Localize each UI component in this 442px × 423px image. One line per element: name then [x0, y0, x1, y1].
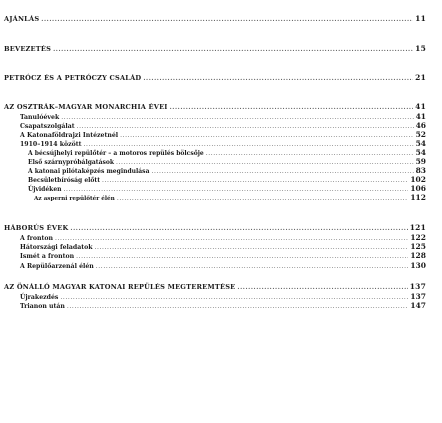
- toc-entry-title: A Katonaföldrajzi Intézetnél: [20, 132, 119, 139]
- toc-entry-page: 41: [415, 102, 426, 111]
- dot-leader: [60, 295, 408, 301]
- dot-leader: [96, 264, 409, 270]
- toc-entry-title: Az asperni repülőtér élén: [34, 196, 115, 202]
- dot-leader: [206, 151, 414, 157]
- toc-entry-page: 15: [415, 44, 426, 53]
- toc-entry-page: 147: [410, 301, 426, 310]
- dot-leader: [61, 115, 413, 121]
- toc-entry-page: 46: [415, 121, 426, 130]
- toc-entry-title: Újvidéken: [28, 186, 62, 193]
- dot-leader: [76, 254, 408, 260]
- toc-entry-title: Trianon után: [20, 303, 65, 310]
- toc-entry-title: Ismét a fronton: [20, 253, 75, 260]
- toc-entry-page: 112: [410, 193, 426, 202]
- toc-entry-becsujhely: [28, 149, 426, 157]
- toc-entry-title: Csapatszolgálat: [20, 123, 75, 130]
- toc-entry-page: 137: [409, 282, 426, 291]
- dot-leader: [95, 245, 409, 251]
- toc-entry-katonafoldrajzi: [20, 131, 426, 139]
- toc-entry-title: A bécsújhelyi repülőtér – a motoros repülés bölcsője: [28, 150, 204, 157]
- toc-entry-tanuloevek: [20, 113, 426, 121]
- toc-entry-haborus-evek: [4, 224, 426, 232]
- dot-leader: [102, 178, 408, 184]
- dot-leader: [117, 196, 409, 202]
- toc-entry-page: 83: [415, 166, 426, 175]
- toc-entry-page: 59: [415, 157, 426, 166]
- toc-entry-trianon-utan: [20, 302, 426, 310]
- dot-leader: [64, 187, 409, 193]
- dot-leader: [53, 47, 413, 53]
- toc-entry-pilotakepzes: [28, 167, 426, 175]
- dot-leader: [67, 304, 408, 310]
- dot-leader: [151, 169, 413, 175]
- toc-entry-title: HÁBORÚS ÉVEK: [4, 224, 69, 232]
- toc-entry-title: BEVEZETÉS: [4, 45, 52, 53]
- dot-leader: [143, 76, 413, 82]
- toc-entry-title: A katonai pilótaképzés megindulása: [28, 168, 150, 175]
- dot-leader: [120, 133, 413, 139]
- dot-leader: [83, 142, 413, 148]
- toc-entry-page: 122: [410, 233, 426, 242]
- toc-entry-title: Hátországi feladatok: [20, 244, 93, 251]
- toc-entry-a-fronton: [20, 234, 426, 242]
- toc-entry-title: AZ OSZTRÁK–MAGYAR MONARCHIA ÉVEI: [4, 103, 168, 111]
- toc-entry-title: Első szárnypróbálgatások: [28, 159, 115, 166]
- toc-entry-ajanlas: [4, 15, 426, 23]
- toc-entry-title: Tanulóévek: [20, 114, 60, 121]
- toc-entry-szarnyprobalgatasok: [28, 158, 426, 166]
- toc-entry-page: 128: [410, 251, 426, 260]
- toc-entry-page: 137: [410, 292, 426, 301]
- dot-leader: [77, 124, 414, 130]
- toc-entry-page: 106: [410, 184, 426, 193]
- toc-entry-monarchia: [4, 103, 426, 111]
- dot-leader: [55, 236, 408, 242]
- toc-entry-title: 1910–1914 között: [20, 141, 82, 148]
- toc-entry-page: 41: [415, 112, 426, 121]
- toc-entry-page: 54: [415, 148, 426, 157]
- toc-entry-page: 54: [415, 139, 426, 148]
- toc-entry-bevezetes: [4, 45, 426, 53]
- toc-entry-ujrakezdes: [20, 293, 426, 301]
- toc-entry-page: 121: [409, 223, 426, 232]
- toc-entry-page: 125: [410, 242, 426, 251]
- dot-leader: [170, 105, 414, 111]
- toc-entry-title: AJÁNLÁS: [4, 15, 40, 23]
- toc-entry-repuloarzenal: [20, 262, 426, 270]
- toc-entry-title: PETRÓCZ ÉS A PETRÓCZY CSALÁD: [4, 74, 142, 82]
- dot-leader: [237, 285, 407, 291]
- toc-entry-becsuletbirosag: [28, 176, 426, 184]
- toc-entry-ismet-a-fronton: [20, 252, 426, 260]
- toc-entry-page: 52: [415, 130, 426, 139]
- toc-entry-1910-1914: [20, 140, 426, 148]
- toc-entry-csapatszolgalat: [20, 122, 426, 130]
- toc-entry-title: AZ ÖNÁLLÓ MAGYAR KATONAI REPÜLÉS MEGTEREMTÉSE: [4, 283, 236, 291]
- toc-entry-page: 21: [415, 73, 426, 82]
- dot-leader: [116, 160, 414, 166]
- toc-entry-petrocz: [4, 74, 426, 82]
- toc-entry-title: A fronton: [20, 235, 53, 242]
- toc-entry-title: Újrakezdés: [20, 294, 59, 301]
- dot-leader: [41, 17, 413, 23]
- toc-entry-hatorszagi: [20, 243, 426, 251]
- toc-entry-aspern: [34, 194, 426, 203]
- toc-entry-onallo-repules: [4, 283, 426, 291]
- toc-entry-page: 11: [415, 14, 426, 23]
- toc-entry-title: Becsületbíróság előtt: [28, 177, 100, 184]
- toc-entry-ujvideken: [28, 185, 426, 193]
- dot-leader: [70, 226, 407, 232]
- toc-entry-title: A Repülőarzenál élén: [20, 263, 94, 270]
- toc-entry-page: 130: [410, 261, 426, 270]
- toc-entry-page: 102: [410, 175, 426, 184]
